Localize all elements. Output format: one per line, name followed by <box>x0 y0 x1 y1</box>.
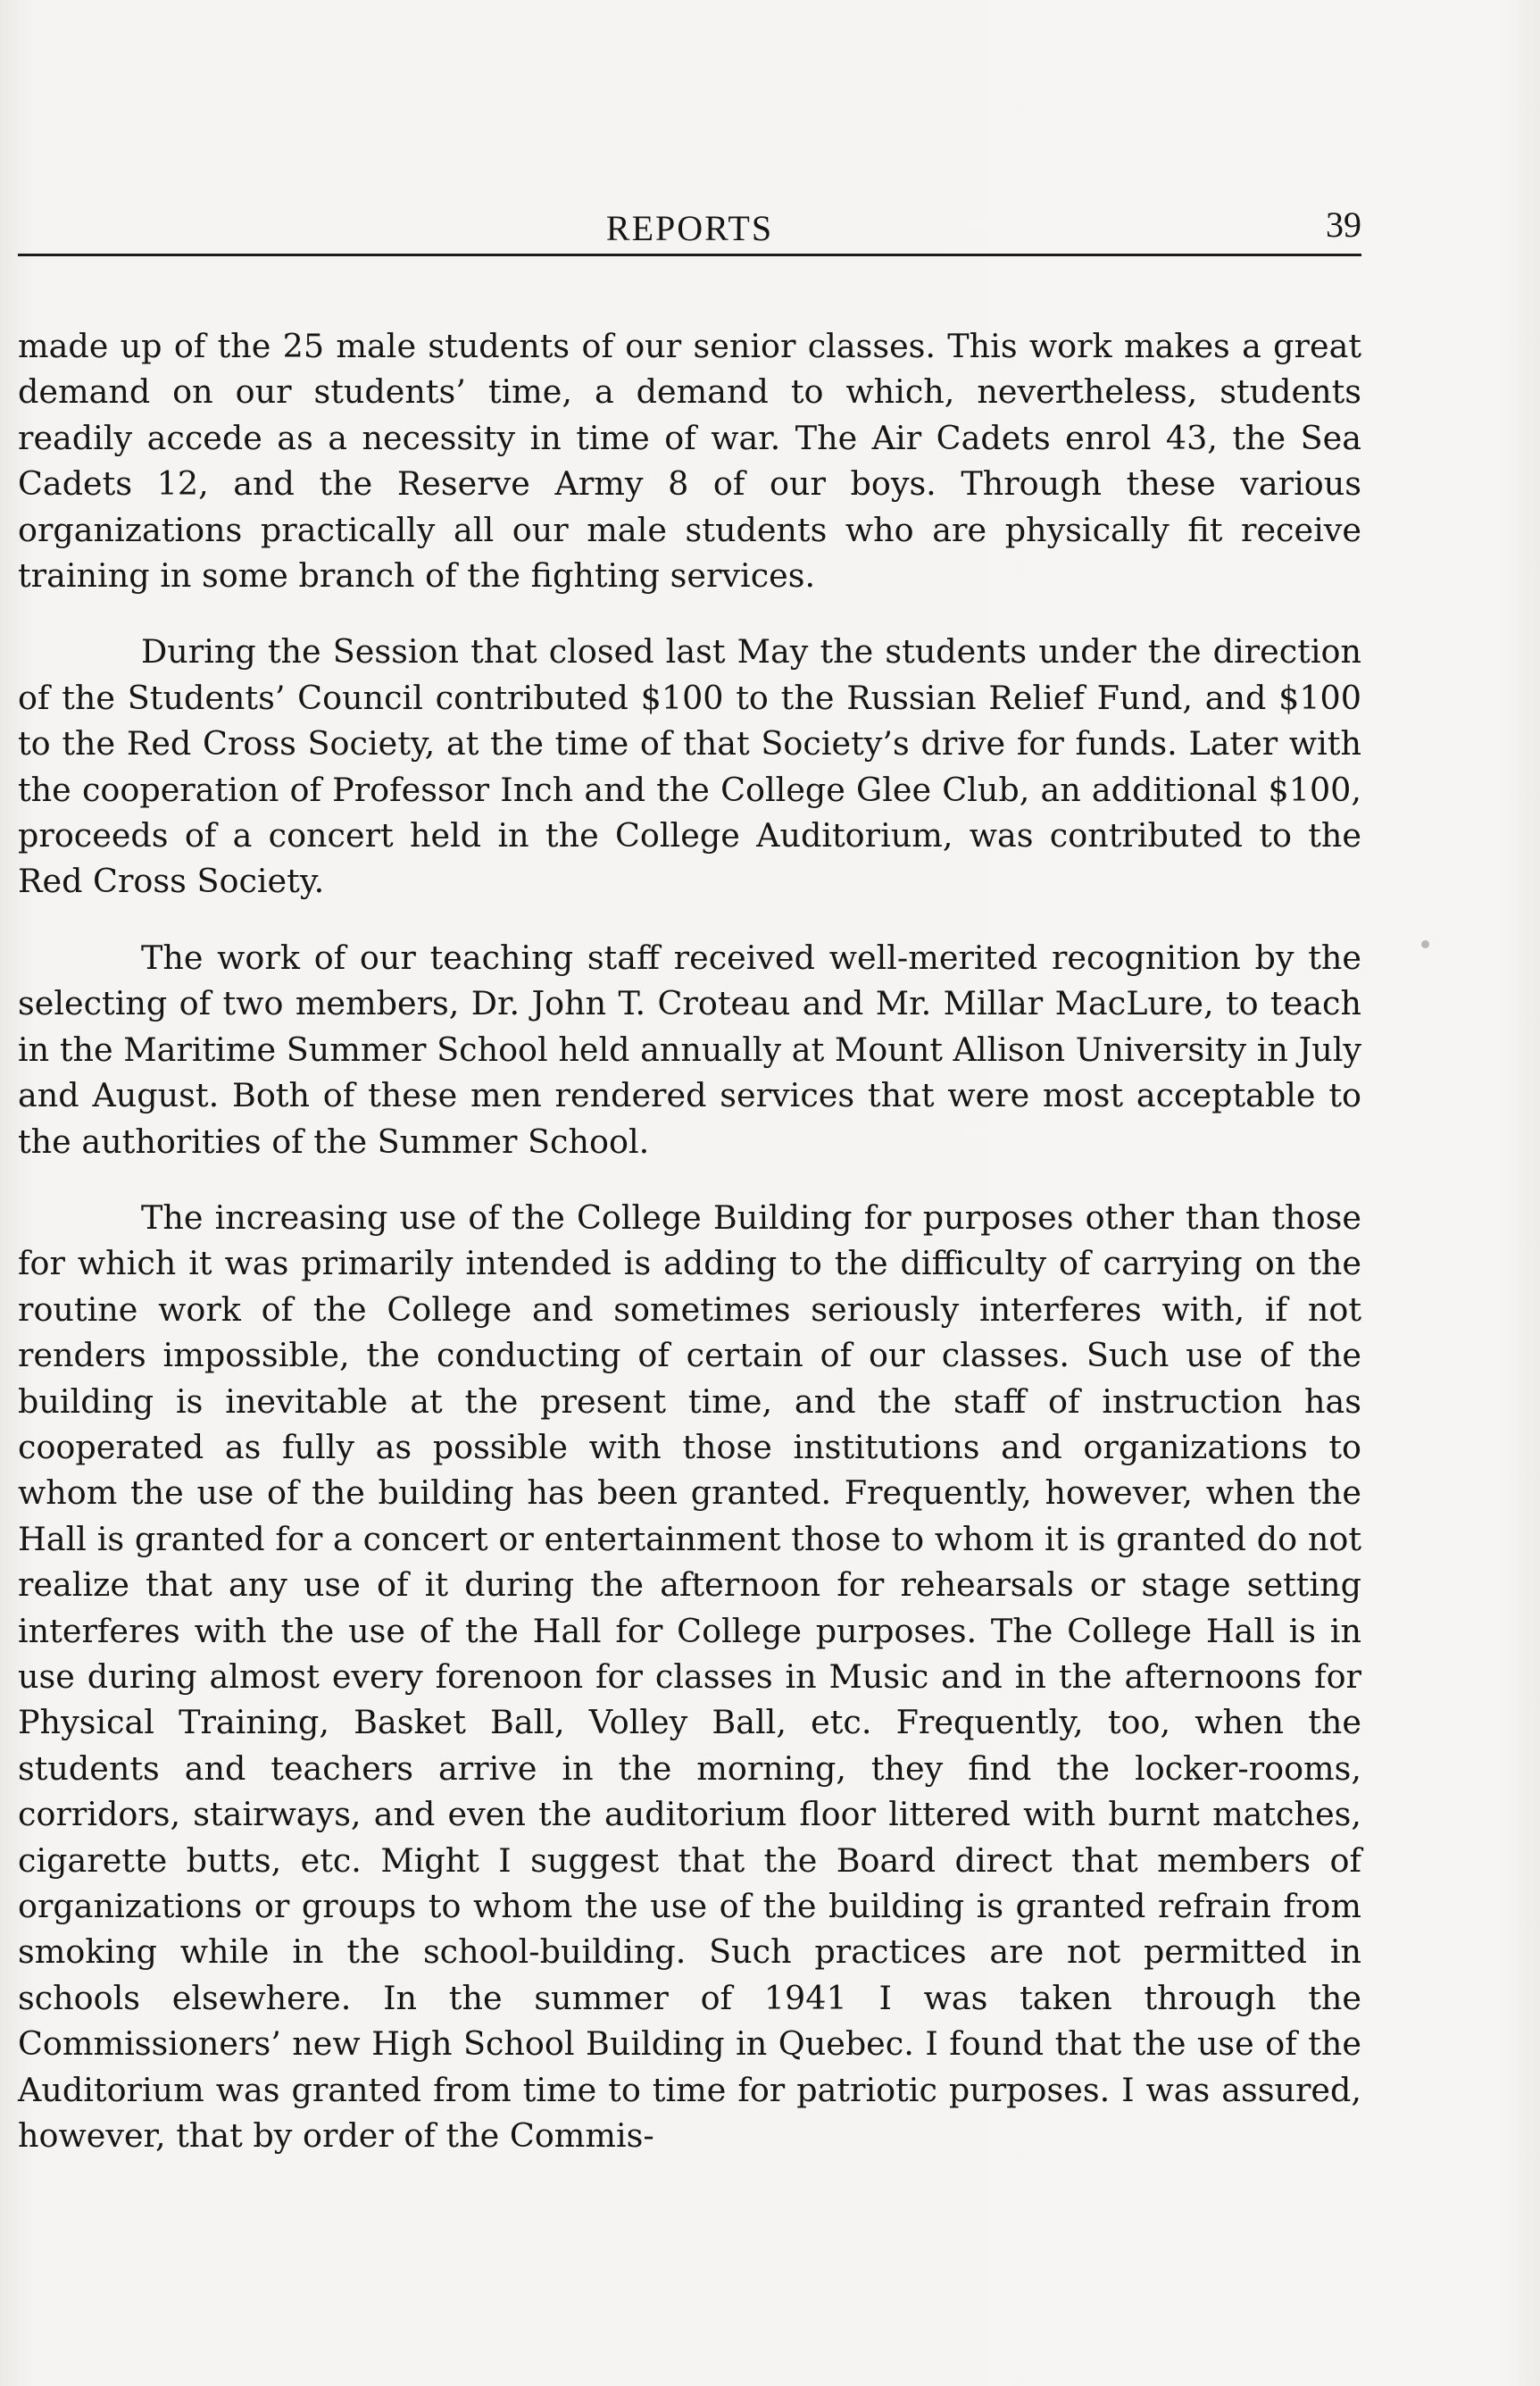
running-title: REPORTS <box>605 208 774 248</box>
paragraph-teaching-staff: The work of our teaching staff received well-merited recognition by the selecting of two members, Dr. John T. Croteau and Mr. Millar MacLure, to teach in the Maritime Summer School held annually at Mount Allison University in July and August. Both of these men rendered services that were most acceptable to the authorities of the Summer School. <box>18 938 1361 1161</box>
paragraph-donations: During the Session that closed last May the students under the direction of the Students’ Council contributed $100 to the Russian Relief Fund, and $100 to the Red Cross Society, at the time of that Society’s drive for funds. Later with the cooperation of Professor Inch and the College Glee Club, an additional $100, proceeds of a concert held in the College Auditorium, was contributed to the Red Cross Society. <box>18 632 1361 901</box>
paper-speck <box>1421 940 1429 948</box>
paragraph-college-building: The increasing use of the College Building for purposes other than those for which it was primarily intended is adding to the difficulty of carrying on the routine work of the College and sometimes seriously interferes with, if not renders impossible, the conducting of certain of our classes. Such use of the building is inevitable at the present time, and the staff of instruction has cooperated as fully as possible with those institutions and organizations to whom the use of the building has been granted. Frequently, however, when the Hall is granted for a concert or entertainment those to whom it is granted do not realize that any use of it during the afternoon for rehearsals or stage setting interferes with the use of the Hall for College purposes. The College Hall is in use during almost every forenoon for classes in Music and in the afternoons for Physical Training, Basket Ball, Volley Ball, etc. Frequently, too, when the students and teachers arrive in the morning, they find the locker-rooms, corridors, stairways, and even the auditorium floor littered with burnt matches, cigarette butts, etc. Might I suggest that the Board direct that members of organizations or groups to whom the use of the building is granted refrain from smoking while in the school-building. Such practices are not permitted in schools elsewhere. In the summer of 1941 I was taken through the Commissioners’ new High School Building in Quebec. I found that the use of the Auditorium was granted from time to time for patriotic purposes. I was assured, however, that by order of the Commis- <box>18 1197 1361 2156</box>
running-head <box>18 202 1361 256</box>
paragraph-continued: made up of the 25 male students of our senior classes. This work makes a great demand on our students’ time, a demand to which, nevertheless, students readily accede as a necessity in time of war. The Air Cadets enrol 43, the Sea Cadets 12, and the Reserve Army 8 of our boys. Through these various organizations practically all our male students who are physically fit receive training in some branch of the fighting services. <box>18 327 1361 596</box>
page-number: 39 <box>1326 204 1361 245</box>
body-text <box>18 323 1361 2189</box>
